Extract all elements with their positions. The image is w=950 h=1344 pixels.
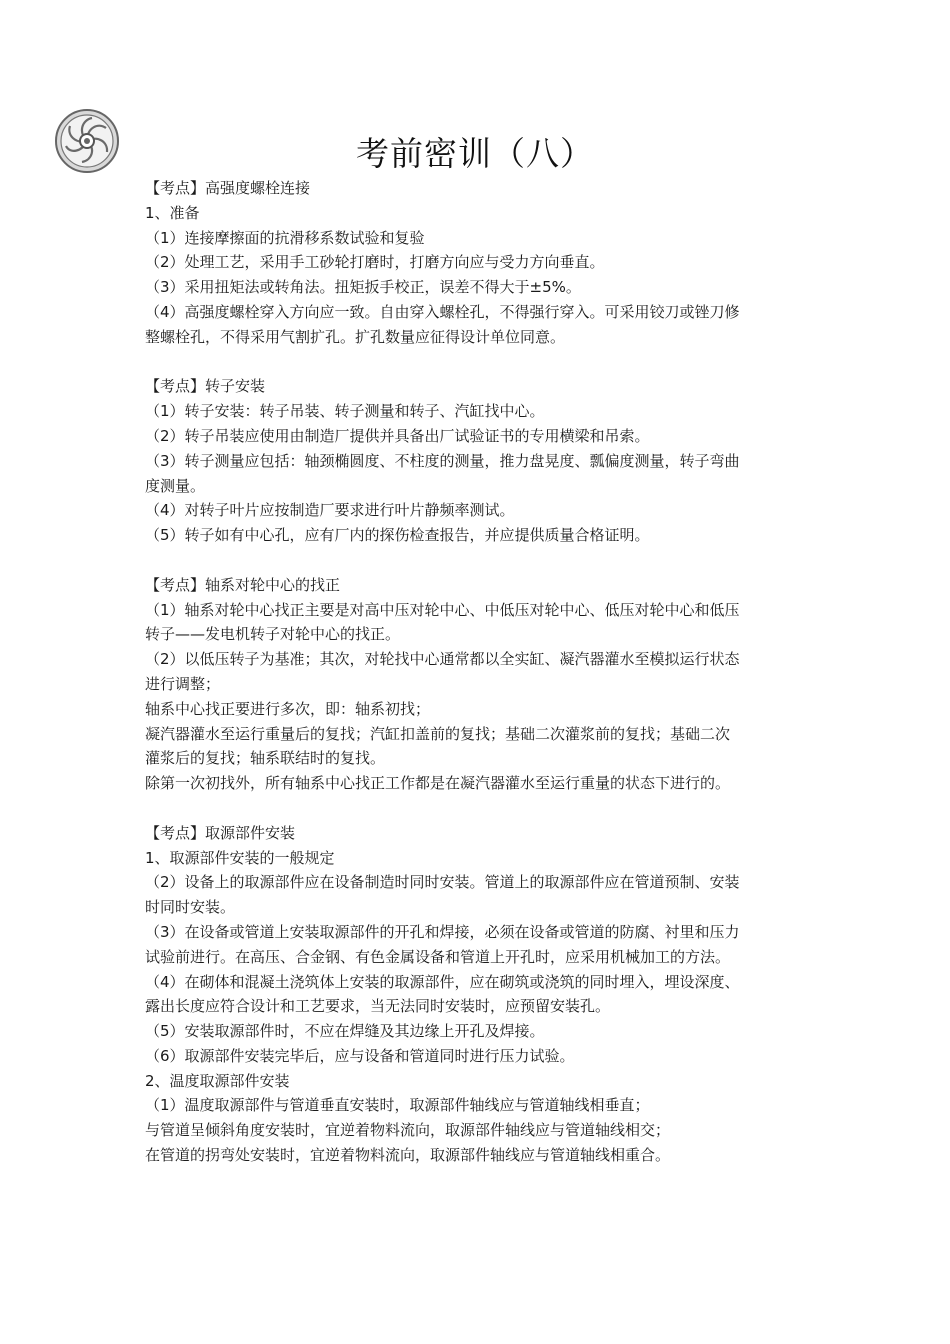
paragraph-gap bbox=[145, 796, 810, 821]
text-line: （4）对转子叶片应按制造厂要求进行叶片静频率测试。 bbox=[145, 501, 515, 520]
paragraph-gap bbox=[145, 548, 810, 573]
text-line: 转子——发电机转子对轮中心的找正。 bbox=[145, 625, 401, 644]
text-line: 度测量。 bbox=[145, 476, 206, 495]
paragraph-gap bbox=[145, 350, 810, 375]
text-line: （2）转子吊装应使用由制造厂提供并具备出厂试验证书的专用横梁和吊索。 bbox=[145, 426, 650, 445]
text-line: 凝汽器灌水至运行重量后的复找；汽缸扣盖前的复找；基础二次灌浆前的复找；基础二次 bbox=[145, 724, 731, 743]
text-line: （1）连接摩擦面的抗滑移系数试验和复验 bbox=[145, 228, 425, 247]
text-line: （3）在设备或管道上安装取源部件的开孔和焊接，必须在设备或管道的防腐、衬里和压力 bbox=[145, 922, 740, 941]
section-rotor-install bbox=[145, 374, 810, 548]
text-line: （1）转子安装：转子吊装、转子测量和转子、汽缸找中心。 bbox=[145, 402, 545, 421]
text-line: 整螺栓孔，不得采用气割扩孔。扩孔数量应征得设计单位同意。 bbox=[145, 327, 566, 346]
text-line: （6）取源部件安装完毕后，应与设备和管道同时进行压力试验。 bbox=[145, 1046, 575, 1065]
document-body bbox=[145, 176, 810, 1168]
text-line: （3）转子测量应包括：轴颈椭圆度、不柱度的测量，推力盘晃度、瓢偏度测量，转子弯曲 bbox=[145, 451, 740, 470]
text-line: （5）安装取源部件时，不应在焊缝及其边缘上开孔及焊接。 bbox=[145, 1022, 545, 1041]
text-line: （3）采用扭矩法或转角法。扭矩扳手校正，误差不得大于±5%。 bbox=[145, 278, 581, 297]
text-line: 2、温度取源部件安装 bbox=[145, 1071, 290, 1090]
text-line: （1）温度取源部件与管道垂直安装时，取源部件轴线应与管道轴线相垂直； bbox=[145, 1096, 650, 1115]
text-line: 时同时安装。 bbox=[145, 898, 236, 917]
text-line: 露出长度应符合设计和工艺要求，当无法同时安装时，应预留安装孔。 bbox=[145, 997, 611, 1016]
section-high-strength-bolt bbox=[145, 176, 810, 350]
text-line: （1）轴系对轮中心找正主要是对高中压对轮中心、中低压对轮中心、低压对轮中心和低压 bbox=[145, 600, 740, 619]
text-line: 除第一次初找外，所有轴系中心找正工作都是在凝汽器灌水至运行重量的状态下进行的。 bbox=[145, 774, 731, 793]
text-line: 与管道呈倾斜角度安装时，宜逆着物料流向，取源部件轴线应与管道轴线相交； bbox=[145, 1121, 671, 1140]
section-heading: 【考点】高强度螺栓连接 bbox=[145, 179, 311, 197]
section-heading: 【考点】取源部件安装 bbox=[145, 823, 296, 842]
text-line: 试验前进行。在高压、合金钢、有色金属设备和管道上开孔时，应采用机械加工的方法。 bbox=[145, 947, 731, 966]
text-line: 在管道的拐弯处安装时，宜逆着物料流向，取源部件轴线应与管道轴线相重合。 bbox=[145, 1146, 671, 1165]
text-line: 1、准备 bbox=[145, 203, 200, 222]
text-line: （2）以低压转子为基准；其次，对轮找中心通常都以全实缸、凝汽器灌水至模拟运行状态 bbox=[145, 650, 740, 669]
section-shaft-alignment bbox=[145, 573, 810, 796]
text-line: （2）设备上的取源部件应在设备制造时同时安装。管道上的取源部件应在管道预制、安装 bbox=[145, 873, 740, 892]
section-heading: 【考点】转子安装 bbox=[145, 377, 266, 396]
text-line: （2）处理工艺，采用手工砂轮打磨时，打磨方向应与受力方向垂直。 bbox=[145, 253, 605, 272]
text-line: （5）转子如有中心孔，应有厂内的探伤检查报告，并应提供质量合格证明。 bbox=[145, 526, 650, 545]
text-line: （4）在砌体和混凝土浇筑体上安装的取源部件，应在砌筑或浇筑的同时埋入，埋设深度、 bbox=[145, 972, 740, 991]
section-heading: 【考点】轴系对轮中心的找正 bbox=[145, 575, 341, 594]
text-line: （4）高强度螺栓穿入方向应一致。自由穿入螺栓孔，不得强行穿入。可采用铰刀或锉刀修 bbox=[145, 302, 740, 321]
text-line: 灌浆后的复找；轴系联结时的复找。 bbox=[145, 749, 386, 768]
page-title: 考前密训（八） bbox=[356, 134, 594, 173]
text-line: 轴系中心找正要进行多次，即：轴系初找； bbox=[145, 699, 431, 718]
section-source-parts bbox=[145, 821, 810, 1168]
text-line: 1、取源部件安装的一般规定 bbox=[145, 848, 335, 867]
text-line: 进行调整； bbox=[145, 674, 221, 693]
